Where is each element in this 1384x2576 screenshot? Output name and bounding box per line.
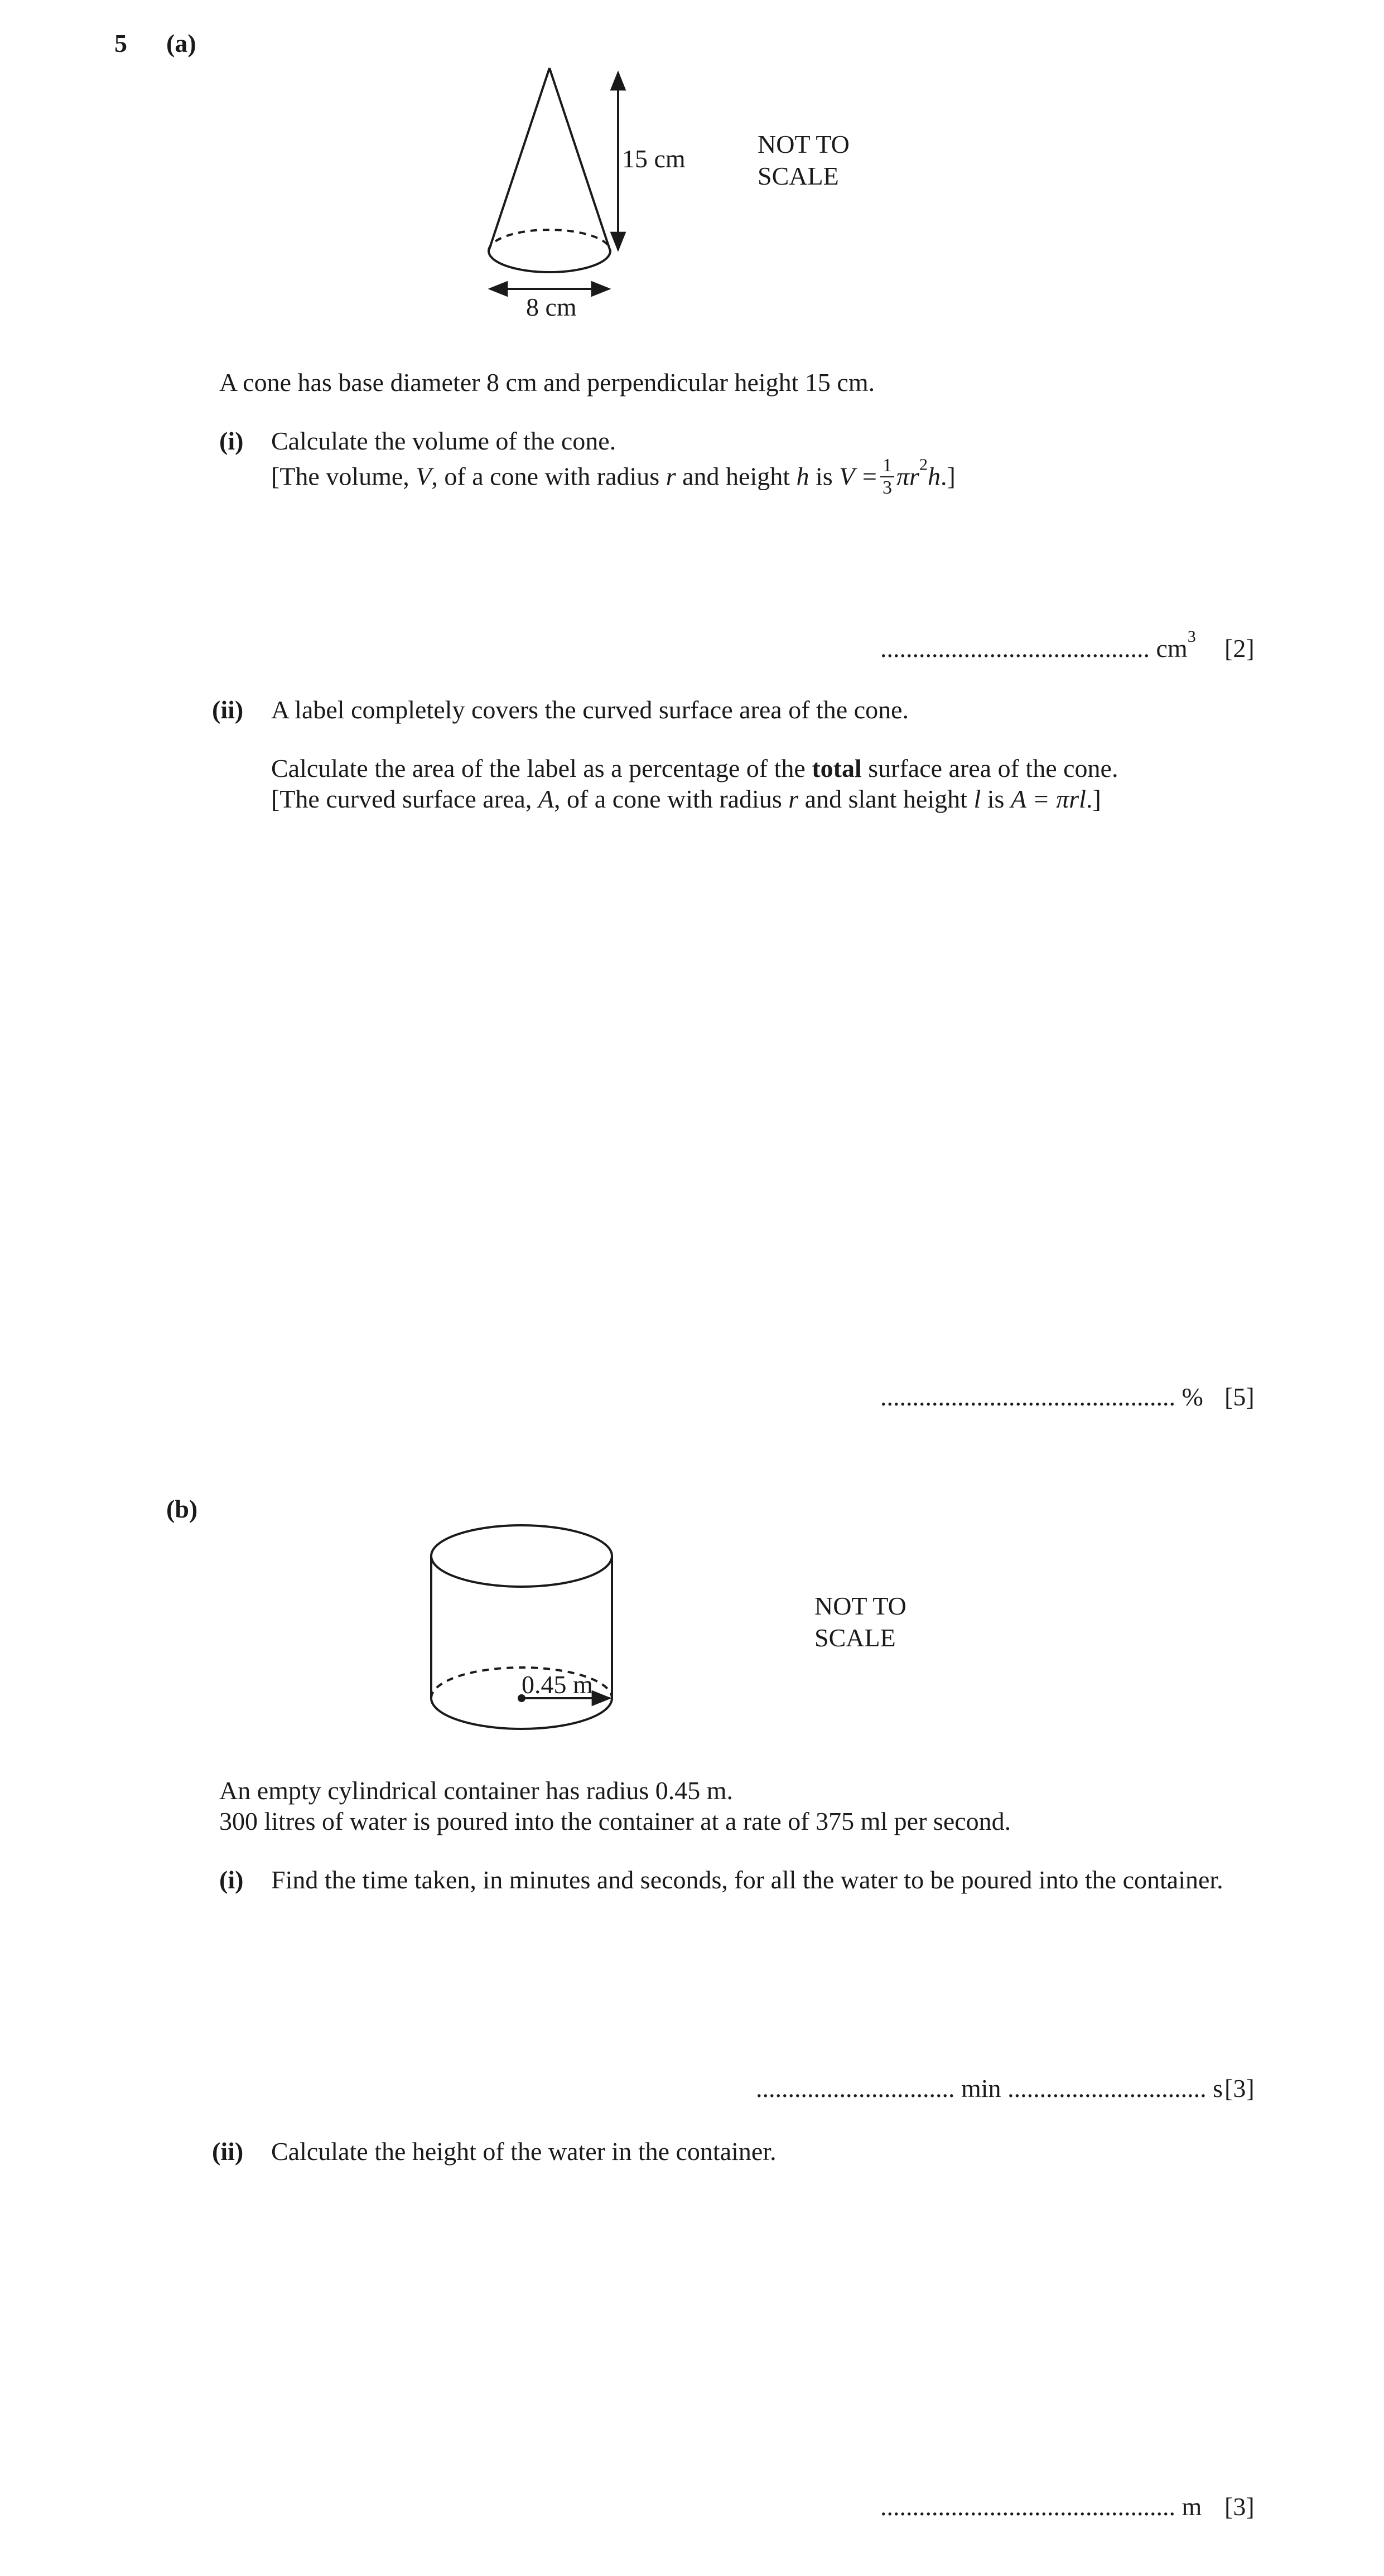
cylinder-top [431,1525,612,1587]
part-a-ii-answer-line[interactable]: .............................................. % [880,1383,1203,1411]
part-a-label: (a) [166,29,196,57]
part-b-ii-text: Calculate the height of the water in the container. [271,2137,777,2166]
cone-base-back [489,230,610,251]
part-a-ii-line1: A label completely covers the curved surface area of the cone. [271,695,909,724]
curved-area-formula: A = πrl [1010,785,1086,813]
cone-diameter-label: 8 cm [526,293,577,321]
part-b-ii-answer-line[interactable]: .............................................. m [880,2492,1202,2521]
cone-diagram [489,68,618,289]
volume-formula-lhs: V = [839,462,879,491]
cone-base-front [489,251,610,272]
question-number: 5 [114,29,127,57]
part-b-i-text: Find the time taken, in minutes and seconds, for all the water to be poured into the container. [271,1865,1223,1894]
part-a-ii-line3: [The curved surface area, A, of a cone with radius r and slant height l is A = πrl.] [271,785,1101,813]
cone-right-edge [549,68,610,251]
part-a-ii-marks: [5] [1224,1383,1255,1411]
cylinder-base-front [431,1698,612,1729]
part-a-i-marks: [2] [1224,634,1255,663]
part-b-i-answer-line[interactable]: ............................... min ............................... s [756,2074,1223,2103]
part-b-label: (b) [166,1495,198,1523]
part-b-intro-line1: An empty cylindrical container has radius 0.45 m. [219,1776,734,1805]
one-third-fraction: $\frac{1}{3}$ [880,456,894,497]
cylinder-radius-label: 0.45 m [522,1670,593,1699]
cone-not-to-scale-line1: NOT TO [758,130,850,158]
part-b-intro-line2: 300 litres of water is poured into the container at a rate of 375 ml per second. [219,1807,1011,1835]
part-a-i-line1: Calculate the volume of the cone. [271,427,616,455]
part-a-i-answer-line[interactable]: .......................................... $cm^3$ [880,627,1196,663]
part-a-ii-label: (ii) [212,695,244,724]
part-a-ii-line2: Calculate the area of the label as a percentage of the total surface area of the cone. [271,754,1118,782]
part-b-ii-label: (ii) [212,2137,244,2166]
part-b-i-label: (i) [219,1865,244,1894]
part-a-intro: A cone has base diameter 8 cm and perpendicular height 15 cm. [219,368,875,397]
cylinder-not-to-scale-line1: NOT TO [814,1592,906,1620]
part-b-i-marks: [3] [1224,2074,1255,2103]
cone-left-edge [489,68,549,251]
cone-height-label: 15 cm [622,144,686,173]
part-a-i-label: (i) [219,427,244,455]
part-a-i-line2: [The volume, V, of a cone with radius r and height h is V = $\frac{1}{3}$ $\pi r^2h$.] [271,455,956,498]
cylinder-not-to-scale-line2: SCALE [814,1623,896,1652]
part-b-ii-marks: [3] [1224,2492,1255,2521]
cone-not-to-scale-line2: SCALE [758,162,839,190]
